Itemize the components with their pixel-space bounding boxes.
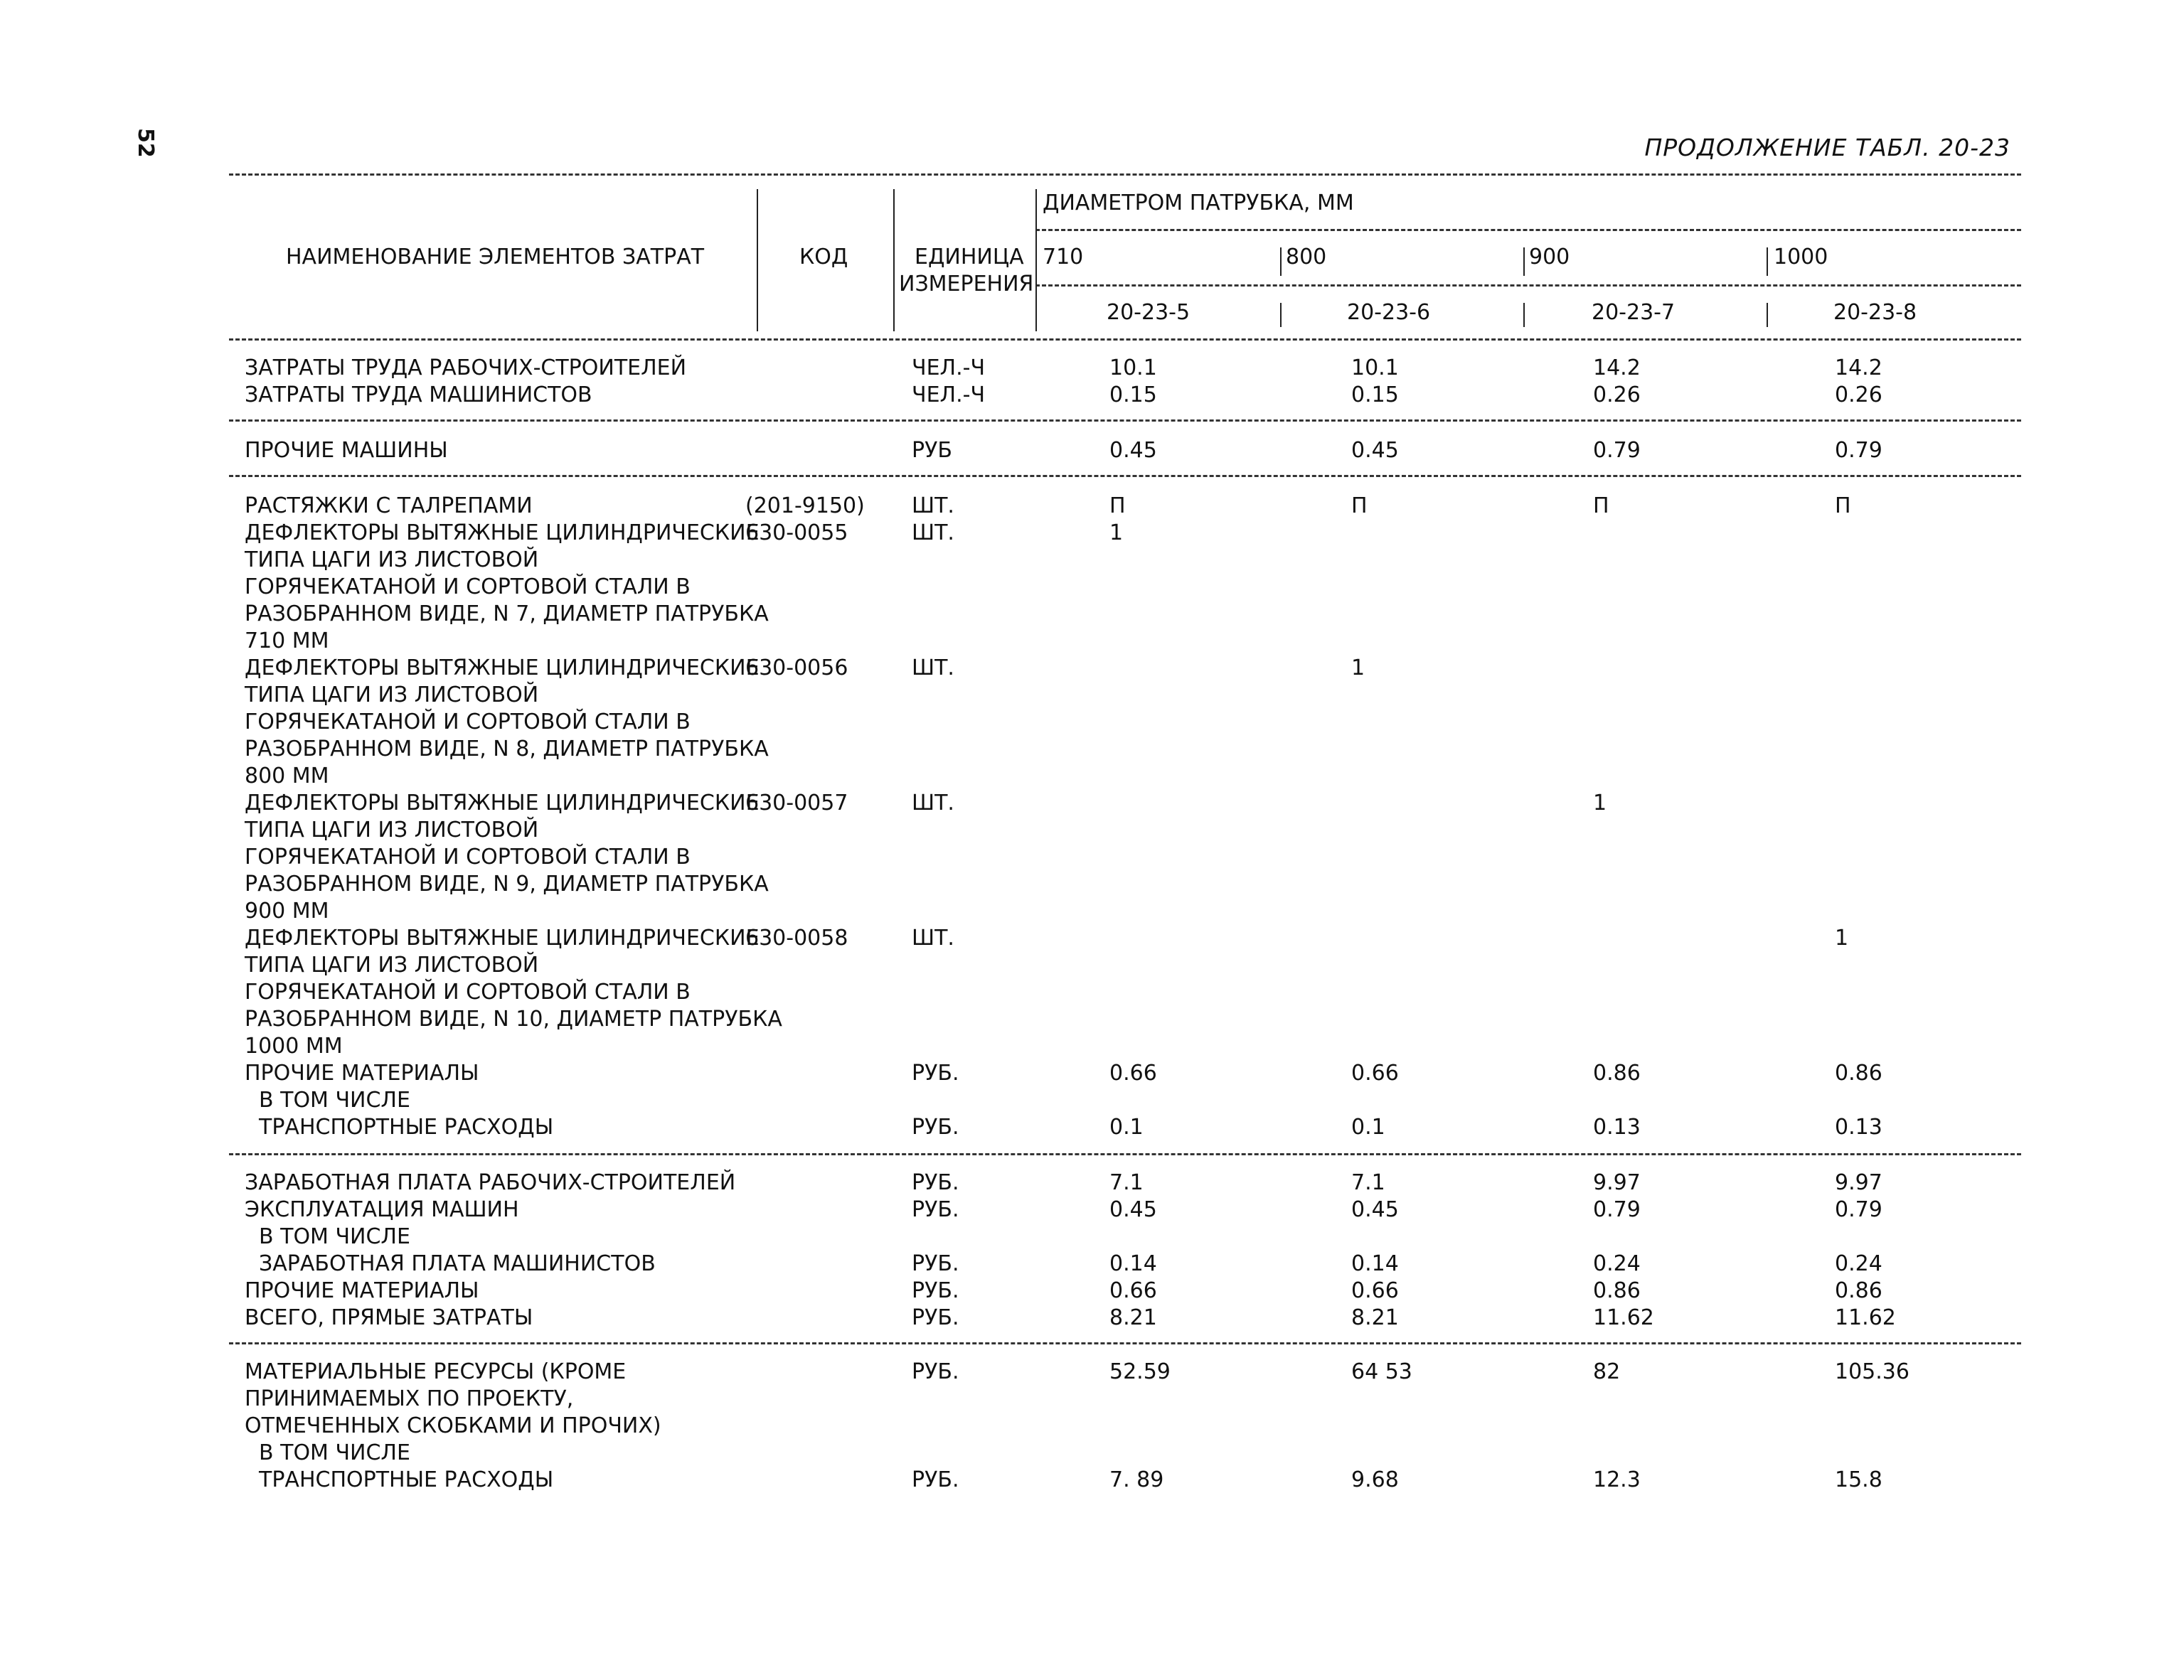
- row-name: ТРАНСПОРТНЫЕ РАСХОДЫ: [259, 1467, 554, 1492]
- header-divider-800: [1280, 247, 1282, 276]
- row-value-2: 0.1: [1351, 1115, 1385, 1140]
- header-diameter-710: 710: [1043, 245, 1084, 269]
- row-value-4: 0.79: [1835, 1197, 1882, 1222]
- row-unit: РУБ.: [912, 1305, 959, 1330]
- row-code: 630-0056: [745, 656, 848, 680]
- row-value-4: 0.79: [1835, 438, 1882, 463]
- row-code: (201-9150): [745, 493, 865, 518]
- header-subrule-1: [1035, 229, 2021, 231]
- row-value-3: 9.97: [1593, 1170, 1641, 1195]
- header-divider-code-8: [1767, 303, 1768, 327]
- row-name: ПРОЧИЕ МАТЕРИАЛЫ: [245, 1061, 479, 1086]
- table-top-rule: [229, 173, 2021, 176]
- row-value-3: 0.79: [1593, 438, 1641, 463]
- row-name: ДЕФЛЕКТОРЫ ВЫТЯЖНЫЕ ЦИЛИНДРИЧЕСКИЕ: [245, 791, 760, 815]
- row-name: 800 ММ: [245, 764, 329, 788]
- header-norm-code-3: 20-23-7: [1592, 300, 1676, 325]
- row-name: ДЕФЛЕКТОРЫ ВЫТЯЖНЫЕ ЦИЛИНДРИЧЕСКИЕ: [245, 656, 760, 680]
- row-name: ПРОЧИЕ МАШИНЫ: [245, 438, 448, 463]
- row-name: РАСТЯЖКИ С ТАЛРЕПАМИ: [245, 493, 533, 518]
- row-value-1: 7.1: [1109, 1170, 1144, 1195]
- row-name: ТИПА ЦАГИ ИЗ ЛИСТОВОЙ: [245, 818, 539, 842]
- row-value-3: 1: [1593, 791, 1607, 815]
- row-unit: РУБ.: [912, 1197, 959, 1222]
- row-value-2: 0.15: [1351, 382, 1399, 407]
- section-rule-4: [229, 1342, 2021, 1344]
- row-name: ПРОЧИЕ МАТЕРИАЛЫ: [245, 1278, 479, 1303]
- row-value-4: 0.13: [1835, 1115, 1882, 1140]
- header-norm-code-2: 20-23-6: [1347, 300, 1431, 325]
- row-value-1: 0.45: [1109, 1197, 1157, 1222]
- header-divider-code: [757, 189, 758, 331]
- row-value-2: 7.1: [1351, 1170, 1385, 1195]
- section-rule-1: [229, 419, 2021, 422]
- row-value-1: 7. 89: [1109, 1467, 1164, 1492]
- row-name: РАЗОБРАННОМ ВИДЕ, N 9, ДИАМЕТР ПАТРУБКА: [245, 872, 769, 897]
- row-value-4: 15.8: [1835, 1467, 1882, 1492]
- row-name: ПРИНИМАЕМЫХ ПО ПРОЕКТУ,: [245, 1386, 574, 1411]
- row-unit: РУБ.: [912, 1359, 959, 1384]
- row-name: В ТОМ ЧИСЛЕ: [259, 1440, 410, 1465]
- row-name: ЗАТРАТЫ ТРУДА МАШИНИСТОВ: [245, 382, 592, 407]
- row-value-4: 105.36: [1835, 1359, 1909, 1384]
- header-name: НАИМЕНОВАНИЕ ЭЛЕМЕНТОВ ЗАТРАТ: [286, 245, 705, 269]
- row-value-2: 0.45: [1351, 438, 1399, 463]
- row-value-1: 10.1: [1109, 355, 1157, 380]
- row-value-2: П: [1351, 493, 1368, 518]
- row-value-1: П: [1109, 493, 1126, 518]
- row-unit: ШТ.: [912, 926, 954, 951]
- row-value-2: 0.14: [1351, 1251, 1399, 1276]
- row-name: МАТЕРИАЛЬНЫЕ РЕСУРСЫ (КРОМЕ: [245, 1359, 627, 1384]
- row-value-3: 0.13: [1593, 1115, 1641, 1140]
- row-value-2: 0.45: [1351, 1197, 1399, 1222]
- header-bottom-rule: [229, 338, 2021, 341]
- row-value-2: 64 53: [1351, 1359, 1412, 1384]
- row-code: 630-0055: [745, 520, 848, 545]
- row-code: 630-0058: [745, 926, 848, 951]
- row-value-3: 82: [1593, 1359, 1621, 1384]
- section-rule-3: [229, 1153, 2021, 1155]
- row-name: ТИПА ЦАГИ ИЗ ЛИСТОВОЙ: [245, 683, 539, 707]
- row-value-3: 14.2: [1593, 355, 1641, 380]
- row-name: В ТОМ ЧИСЛЕ: [259, 1224, 410, 1249]
- row-value-2: 10.1: [1351, 355, 1399, 380]
- header-norm-code-1: 20-23-5: [1107, 300, 1190, 325]
- row-name: ТРАНСПОРТНЫЕ РАСХОДЫ: [259, 1115, 554, 1140]
- continuation-label: ПРОДОЛЖЕНИЕ ТАБЛ. 20-23: [1644, 134, 2010, 161]
- row-unit: РУБ.: [912, 1115, 959, 1140]
- row-name: ДЕФЛЕКТОРЫ ВЫТЯЖНЫЕ ЦИЛИНДРИЧЕСКИЕ: [245, 926, 760, 951]
- row-value-4: 9.97: [1835, 1170, 1882, 1195]
- row-unit: РУБ.: [912, 1170, 959, 1195]
- row-value-3: 12.3: [1593, 1467, 1641, 1492]
- row-value-1: 0.14: [1109, 1251, 1157, 1276]
- row-value-4: 1: [1835, 926, 1849, 951]
- row-value-3: 0.79: [1593, 1197, 1641, 1222]
- row-value-3: 0.24: [1593, 1251, 1641, 1276]
- section-rule-2: [229, 475, 2021, 477]
- row-unit: ШТ.: [912, 520, 954, 545]
- row-unit: РУБ.: [912, 1467, 959, 1492]
- page-number: 52: [133, 128, 158, 158]
- row-unit: ШТ.: [912, 656, 954, 680]
- header-diameter-900: 900: [1529, 245, 1570, 269]
- row-name: ГОРЯЧЕКАТАНОЙ И СОРТОВОЙ СТАЛИ В: [245, 980, 691, 1005]
- header-divider-900: [1523, 247, 1525, 276]
- row-name: ВСЕГО, ПРЯМЫЕ ЗАТРАТЫ: [245, 1305, 533, 1330]
- header-group-label: ДИАМЕТРОМ ПАТРУБКА, ММ: [1043, 191, 1354, 215]
- row-value-4: 11.62: [1835, 1305, 1896, 1330]
- row-value-3: 0.86: [1593, 1061, 1641, 1086]
- row-unit: ЧЕЛ.-Ч: [912, 355, 986, 380]
- row-name: ЗАРАБОТНАЯ ПЛАТА МАШИНИСТОВ: [259, 1251, 656, 1276]
- row-value-1: 52.59: [1109, 1359, 1171, 1384]
- header-unit-1: ЕДИНИЦА: [915, 245, 1024, 269]
- row-value-1: 0.1: [1109, 1115, 1144, 1140]
- row-value-2: 8.21: [1351, 1305, 1399, 1330]
- row-unit: РУБ.: [912, 1251, 959, 1276]
- row-name: РАЗОБРАННОМ ВИДЕ, N 10, ДИАМЕТР ПАТРУБКА: [245, 1007, 782, 1032]
- row-name: ТИПА ЦАГИ ИЗ ЛИСТОВОЙ: [245, 953, 539, 978]
- header-divider-code-7: [1523, 303, 1525, 327]
- row-value-3: 0.86: [1593, 1278, 1641, 1303]
- header-code: КОД: [799, 245, 848, 269]
- row-value-1: 0.15: [1109, 382, 1157, 407]
- row-unit: ШТ.: [912, 791, 954, 815]
- row-value-1: 8.21: [1109, 1305, 1157, 1330]
- row-unit: РУБ.: [912, 1278, 959, 1303]
- row-value-4: 0.86: [1835, 1061, 1882, 1086]
- row-value-1: 0.66: [1109, 1278, 1157, 1303]
- row-value-3: 11.62: [1593, 1305, 1654, 1330]
- header-norm-code-4: 20-23-8: [1833, 300, 1917, 325]
- header-diameter-1000: 1000: [1774, 245, 1828, 269]
- row-name: ДЕФЛЕКТОРЫ ВЫТЯЖНЫЕ ЦИЛИНДРИЧЕСКИЕ: [245, 520, 760, 545]
- row-name: ГОРЯЧЕКАТАНОЙ И СОРТОВОЙ СТАЛИ В: [245, 574, 691, 599]
- row-unit: ЧЕЛ.-Ч: [912, 382, 986, 407]
- row-name: 1000 ММ: [245, 1034, 343, 1059]
- row-value-4: 0.24: [1835, 1251, 1882, 1276]
- row-value-2: 0.66: [1351, 1061, 1399, 1086]
- row-value-4: 0.26: [1835, 382, 1882, 407]
- row-name: ГОРЯЧЕКАТАНОЙ И СОРТОВОЙ СТАЛИ В: [245, 845, 691, 870]
- row-name: РАЗОБРАННОМ ВИДЕ, N 7, ДИАМЕТР ПАТРУБКА: [245, 601, 769, 626]
- header-divider-unit: [893, 189, 895, 331]
- row-value-3: 0.26: [1593, 382, 1641, 407]
- row-value-1: 1: [1109, 520, 1124, 545]
- row-value-2: 9.68: [1351, 1467, 1399, 1492]
- row-name: РАЗОБРАННОМ ВИДЕ, N 8, ДИАМЕТР ПАТРУБКА: [245, 737, 769, 761]
- row-value-2: 0.66: [1351, 1278, 1399, 1303]
- row-value-4: П: [1835, 493, 1851, 518]
- row-code: 630-0057: [745, 791, 848, 815]
- row-value-3: П: [1593, 493, 1609, 518]
- row-name: 900 ММ: [245, 899, 329, 924]
- header-subrule-2: [1035, 284, 2021, 287]
- header-diameter-800: 800: [1286, 245, 1327, 269]
- row-name: 710 ММ: [245, 628, 329, 653]
- row-name: ГОРЯЧЕКАТАНОЙ И СОРТОВОЙ СТАЛИ В: [245, 710, 691, 734]
- header-divider-1000: [1767, 247, 1768, 276]
- row-name: ЗАТРАТЫ ТРУДА РАБОЧИХ-СТРОИТЕЛЕЙ: [245, 355, 687, 380]
- row-name: ОТМЕЧЕННЫХ СКОБКАМИ И ПРОЧИХ): [245, 1413, 661, 1438]
- row-value-4: 14.2: [1835, 355, 1882, 380]
- row-name: ТИПА ЦАГИ ИЗ ЛИСТОВОЙ: [245, 547, 539, 572]
- row-name: ЗАРАБОТНАЯ ПЛАТА РАБОЧИХ-СТРОИТЕЛЕЙ: [245, 1170, 736, 1195]
- row-unit: РУБ.: [912, 1061, 959, 1086]
- row-name: ЭКСПЛУАТАЦИЯ МАШИН: [245, 1197, 519, 1222]
- header-divider-code-6: [1280, 303, 1282, 327]
- row-value-1: 0.45: [1109, 438, 1157, 463]
- header-unit-2: ИЗМЕРЕНИЯ: [899, 272, 1034, 296]
- row-value-4: 0.86: [1835, 1278, 1882, 1303]
- header-divider-values: [1035, 189, 1037, 331]
- row-name: В ТОМ ЧИСЛЕ: [259, 1088, 410, 1113]
- row-value-1: 0.66: [1109, 1061, 1157, 1086]
- row-value-2: 1: [1351, 656, 1365, 680]
- row-unit: ШТ.: [912, 493, 954, 518]
- row-unit: РУБ: [912, 438, 952, 463]
